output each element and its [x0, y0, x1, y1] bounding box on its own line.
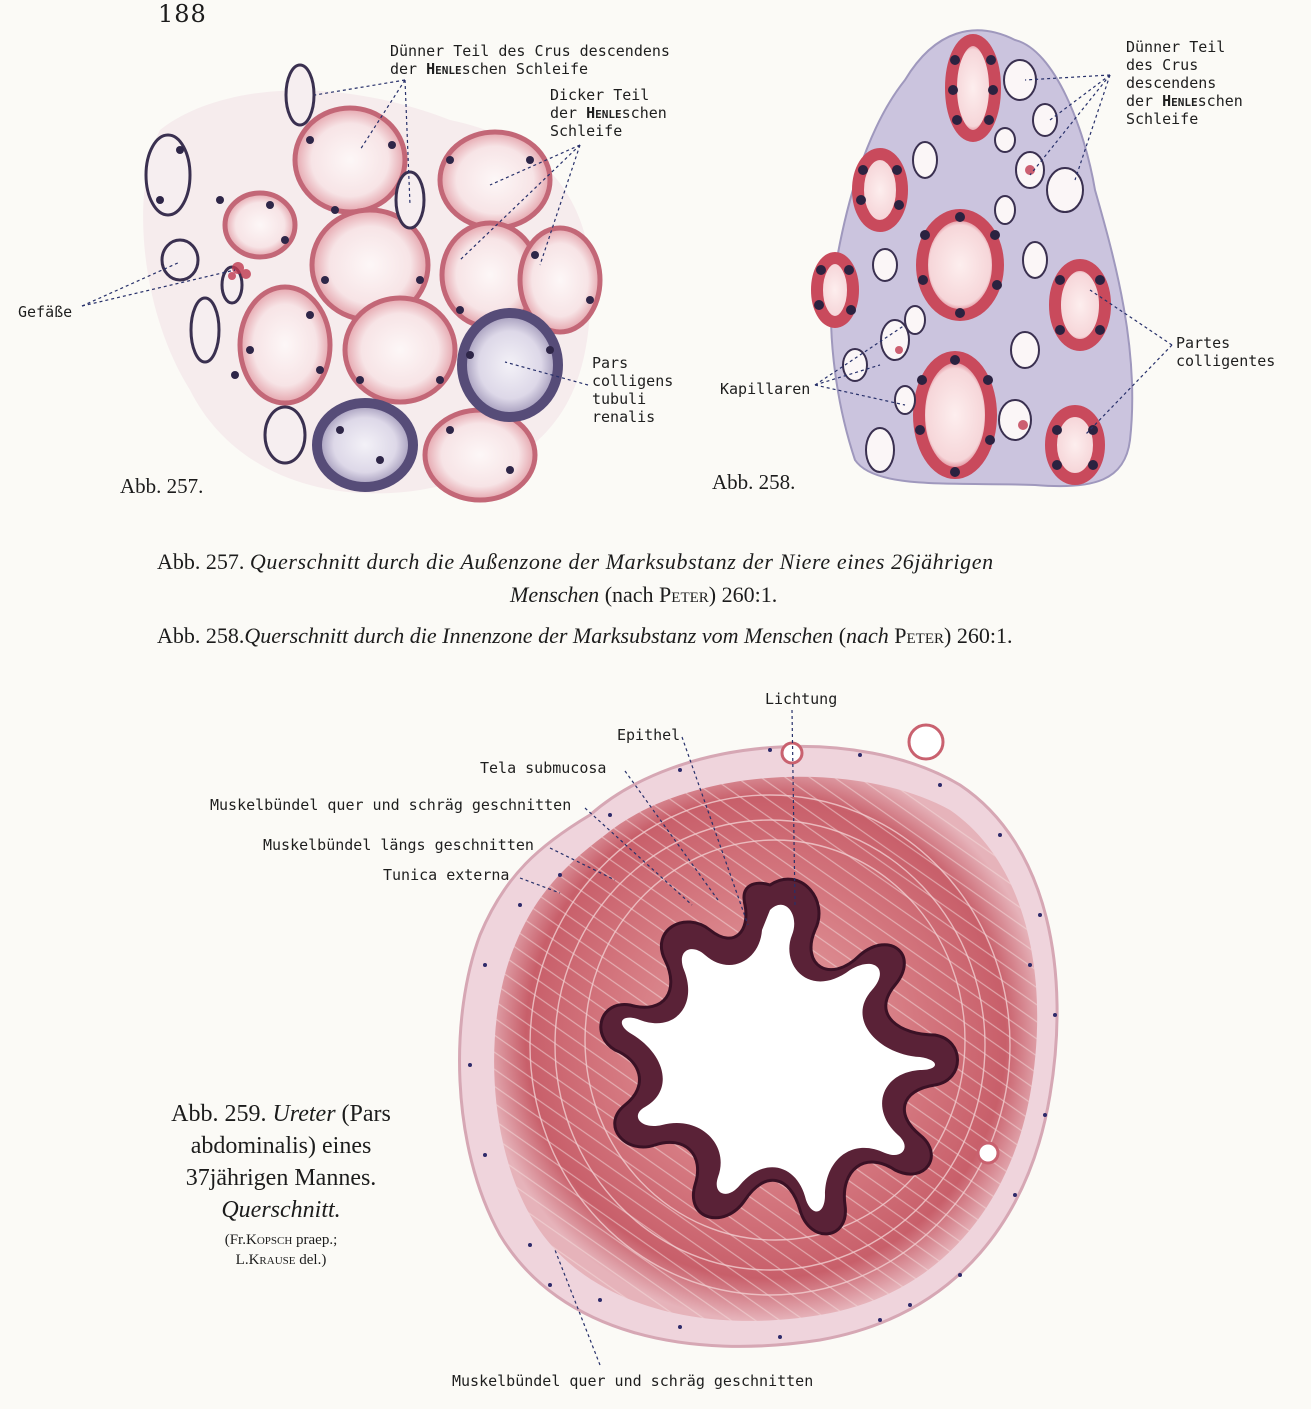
fig258-label-duenner-line4: der Henleschen [1126, 92, 1243, 110]
fig258-label-partes-line1: Partes [1176, 334, 1231, 352]
fig257-label-gefaesse: Gefäße [18, 303, 73, 321]
caption-fig259-credit1 [150, 1230, 412, 1250]
fig258-tag: Abb. 258. [712, 470, 796, 494]
caption-fig259-del: del.) [295, 1252, 327, 1268]
caption-fig259-line2: abdominalis) eines [190, 1133, 372, 1159]
fig259-label-muskel-quer: Muskelbündel quer und schräg geschnitten [210, 796, 572, 814]
caption-fig259-querschnitt: Querschnitt. [221, 1197, 341, 1223]
caption-fig259 [150, 1098, 412, 1270]
fig258-label-duenner-line5: Schleife [1126, 110, 1199, 128]
caption-fig259-line4 [150, 1194, 412, 1226]
caption-fig258-nach: nach [846, 623, 895, 648]
caption-fig259-fr: (Fr. [224, 1232, 246, 1248]
caption-fig257-menschen: Menschen [510, 582, 600, 607]
caption-fig257-nach: (nach [599, 582, 660, 607]
caption-fig259-ureter: Ureter [272, 1101, 336, 1127]
caption-fig257-peter: Peter [659, 582, 709, 607]
caption-fig259-praep: praep.; [292, 1232, 338, 1248]
fig257-label-dicker-line1: Dicker Teil [550, 86, 650, 104]
caption-fig258-scale: ) 260:1. [944, 623, 1013, 648]
caption-fig259-l: L. [235, 1252, 249, 1268]
caption-fig259-kopsch: Kopsch [245, 1232, 293, 1248]
fig257-label-pars-line1: Pars [592, 354, 629, 372]
fig257-label-dicker-line3: Schleife [550, 122, 623, 140]
caption-fig257-number: Abb. 257. [157, 549, 250, 574]
caption-fig259-line3: 37jährigen Mannes. [185, 1165, 377, 1191]
page-number: 188 [158, 0, 207, 28]
fig257-tag: Abb. 257. [120, 474, 204, 498]
fig259-label-muskel-quer-bottom: Muskelbündel quer und schräg geschnitten [452, 1372, 814, 1390]
caption-fig257-title: Querschnitt durch die Außenzone der Marksubstanz der Niere eines 26jährigen [249, 549, 994, 574]
caption-fig258-peter: Peter [894, 623, 945, 648]
fig258-label-duenner-line3: descendens [1126, 74, 1217, 92]
fig257-label-pars-line3: tubuli [592, 390, 647, 408]
fig257-label-dicker-line2: der Henleschen [550, 104, 667, 122]
fig259-label-tunica-externa: Tunica externa [383, 866, 510, 884]
fig258-label-partes-line2: colligentes [1176, 352, 1276, 370]
fig257-label-duenner-line1: Dünner Teil des Crus descendens [390, 42, 670, 60]
caption-fig258-title: Querschnitt durch die Innenzone der Marksubstanz vom Menschen [244, 623, 834, 648]
fig259-label-tela-submucosa: Tela submucosa [480, 759, 607, 777]
fig258-label-kapillaren: Kapillaren [720, 380, 811, 398]
fig257-label-pars-line4: renalis [592, 408, 656, 426]
caption-fig258-number: Abb. 258. [157, 623, 245, 648]
fig258-label-duenner-line1: Dünner Teil [1126, 38, 1226, 56]
caption-fig259-line1 [150, 1098, 412, 1130]
fig259-label-epithel: Epithel [617, 726, 681, 744]
caption-fig259-pars: (Pars [335, 1101, 391, 1127]
fig257-label-pars-line2: colligens [592, 372, 674, 390]
fig258-label-duenner-line2: des Crus [1126, 56, 1199, 74]
caption-fig259-number: Abb. 259. [171, 1101, 273, 1127]
fig259-label-muskel-laengs: Muskelbündel längs geschnitten [263, 836, 534, 854]
caption-fig257-scale: ) 260:1. [708, 582, 778, 607]
caption-fig258-paren: ( [833, 623, 847, 648]
caption-fig259-credit2 [150, 1250, 412, 1270]
fig257-label-duenner-line2: der Henleschen Schleife [390, 60, 589, 78]
fig259-label-lichtung: Lichtung [765, 690, 838, 708]
caption-fig259-krause: Krause [248, 1252, 296, 1268]
